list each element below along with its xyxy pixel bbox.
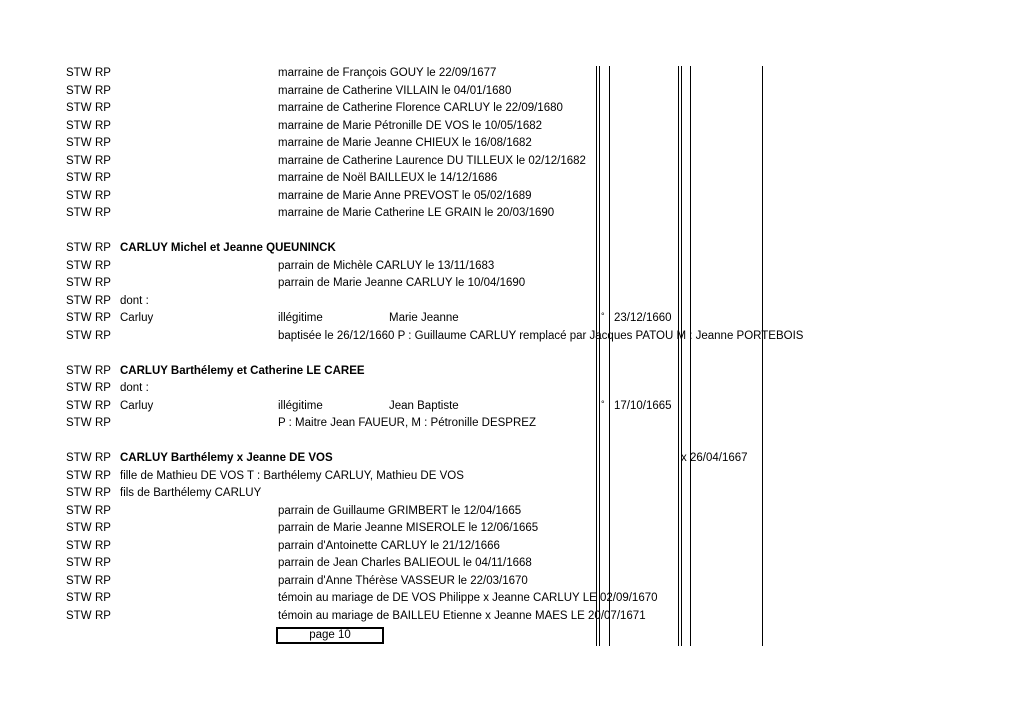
record-name: CARLUY Michel et Jeanne QUEUNINCK bbox=[120, 242, 336, 254]
marriage-symbol: x bbox=[681, 452, 687, 464]
record-detail: parrain de Michèle CARLUY le 13/11/1683 bbox=[278, 259, 495, 272]
register-code: STW bbox=[66, 172, 92, 184]
record-detail: témoin au mariage de DE VOS Philippe x Jeanne CARLUY LE 02/09/1670 bbox=[278, 592, 658, 604]
register-code: STW bbox=[66, 207, 92, 219]
register-code: STW bbox=[66, 469, 92, 482]
birth-date: 23/12/1660 bbox=[614, 312, 672, 324]
record-row bbox=[0, 258, 1024, 276]
record-row bbox=[0, 310, 1024, 328]
record-row bbox=[0, 205, 1024, 223]
record-detail: parrain de Marie Jeanne MISEROLE le 12/06/1665 bbox=[278, 522, 539, 534]
register-code: STW bbox=[66, 539, 92, 552]
record-type: RP bbox=[95, 399, 111, 412]
record-detail: parrain d'Anne Thérèse VASSEUR le 22/03/1670 bbox=[278, 574, 528, 587]
marriage-date: 26/04/1667 bbox=[690, 452, 748, 464]
record-detail: illégitime bbox=[278, 312, 323, 324]
record-name: Carluy bbox=[120, 312, 154, 324]
register-code: STW bbox=[66, 154, 92, 167]
record-detail: marraine de Marie Pétronille DE VOS le 10/05/1682 bbox=[278, 119, 543, 132]
record-detail: marraine de Marie Jeanne CHIEUX le 16/08/1682 bbox=[278, 137, 532, 149]
page-number-box bbox=[276, 627, 384, 644]
register-code: STW bbox=[66, 399, 92, 412]
record-type: RP bbox=[95, 84, 111, 97]
birth-symbol: ° bbox=[601, 398, 605, 409]
record-detail: marraine de Marie Anne PREVOST le 05/02/1689 bbox=[278, 189, 532, 202]
register-code: STW bbox=[66, 294, 92, 307]
record-name: CARLUY Barthélemy et Catherine LE CAREE bbox=[120, 364, 365, 377]
record-type: RP bbox=[95, 277, 111, 289]
record-type: RP bbox=[95, 189, 111, 202]
record-name: fille de Mathieu DE VOS T : Barthélemy CARLUY, Mathieu DE VOS bbox=[120, 469, 464, 482]
register-code: STW bbox=[66, 259, 92, 272]
record-type: RP bbox=[95, 102, 111, 114]
record-row bbox=[0, 240, 1024, 258]
record-type: RP bbox=[95, 137, 111, 149]
record-detail: marraine de Catherine VILLAIN le 04/01/1680 bbox=[278, 84, 512, 97]
given-name: Jean Baptiste bbox=[389, 399, 459, 412]
record-row bbox=[0, 328, 1024, 346]
record-row bbox=[0, 153, 1024, 171]
register-code: STW bbox=[66, 574, 92, 587]
record-detail: baptisée le 26/12/1660 P : Guillaume CARLUY remplacé par Jacques PATOU M : Jeanne PORTEBOIS bbox=[278, 329, 804, 342]
record-type: RP bbox=[95, 469, 111, 482]
register-code: STW bbox=[66, 522, 92, 534]
register-code: STW bbox=[66, 67, 92, 79]
record-row bbox=[0, 538, 1024, 556]
register-code: STW bbox=[66, 84, 92, 97]
birth-date: 17/10/1665 bbox=[614, 399, 672, 412]
record-name: CARLUY Barthélemy x Jeanne DE VOS bbox=[120, 452, 333, 464]
record-row bbox=[0, 573, 1024, 591]
record-type: RP bbox=[95, 592, 111, 604]
register-code: STW bbox=[66, 102, 92, 114]
record-detail: parrain de Marie Jeanne CARLUY le 10/04/1690 bbox=[278, 277, 526, 289]
record-type: RP bbox=[95, 259, 111, 272]
register-code: STW bbox=[66, 557, 92, 569]
record-row bbox=[0, 118, 1024, 136]
register-code: STW bbox=[66, 364, 92, 377]
register-code: STW bbox=[66, 417, 92, 429]
record-row bbox=[0, 608, 1024, 626]
page-number: page 10 bbox=[309, 629, 351, 641]
record-detail: parrain d'Antoinette CARLUY le 21/12/1666 bbox=[278, 539, 500, 552]
record-name: dont : bbox=[120, 294, 149, 307]
record-row bbox=[0, 363, 1024, 381]
record-row bbox=[0, 65, 1024, 83]
record-detail: marraine de Catherine Laurence DU TILLEUX le 02/12/1682 bbox=[278, 154, 586, 167]
record-row bbox=[0, 188, 1024, 206]
record-row bbox=[0, 503, 1024, 521]
register-code: STW bbox=[66, 137, 92, 149]
register-code: STW bbox=[66, 329, 92, 342]
record-type: RP bbox=[95, 329, 111, 342]
record-detail: marraine de Catherine Florence CARLUY le 22/09/1680 bbox=[278, 102, 563, 114]
record-type: RP bbox=[95, 382, 111, 394]
record-type: RP bbox=[95, 312, 111, 324]
record-detail: témoin au mariage de BAILLEU Etienne x Jeanne MAES LE 20/07/1671 bbox=[278, 609, 646, 622]
birth-symbol: ° bbox=[601, 311, 605, 321]
record-type: RP bbox=[95, 154, 111, 167]
record-detail: marraine de Marie Catherine LE GRAIN le 20/03/1690 bbox=[278, 207, 555, 219]
record-type: RP bbox=[95, 504, 111, 517]
record-detail: illégitime bbox=[278, 399, 323, 412]
record-row bbox=[0, 380, 1024, 398]
record-detail: parrain de Guillaume GRIMBERT le 12/04/1665 bbox=[278, 504, 522, 517]
register-code: STW bbox=[66, 609, 92, 622]
record-row bbox=[0, 293, 1024, 311]
record-type: RP bbox=[95, 522, 111, 534]
record-detail: P : Maitre Jean FAUEUR, M : Pétronille DESPREZ bbox=[278, 417, 536, 429]
record-row bbox=[0, 170, 1024, 188]
record-detail: marraine de François GOUY le 22/09/1677 bbox=[278, 67, 497, 79]
given-name: Marie Jeanne bbox=[389, 312, 459, 324]
record-type: RP bbox=[95, 172, 111, 184]
record-type: RP bbox=[95, 487, 111, 499]
record-detail: marraine de Noël BAILLEUX le 14/12/1686 bbox=[278, 172, 498, 184]
record-row bbox=[0, 520, 1024, 538]
record-type: RP bbox=[95, 119, 111, 132]
record-name: fils de Barthélemy CARLUY bbox=[120, 487, 262, 499]
record-row bbox=[0, 100, 1024, 118]
record-type: RP bbox=[95, 452, 111, 464]
record-row bbox=[0, 83, 1024, 101]
record-type: RP bbox=[95, 294, 111, 307]
register-code: STW bbox=[66, 312, 92, 324]
record-row bbox=[0, 275, 1024, 293]
register-code: STW bbox=[66, 189, 92, 202]
register-code: STW bbox=[66, 382, 92, 394]
record-type: RP bbox=[95, 364, 111, 377]
record-row bbox=[0, 555, 1024, 573]
record-type: RP bbox=[95, 574, 111, 587]
record-type: RP bbox=[95, 67, 111, 79]
record-row bbox=[0, 450, 1024, 468]
record-type: RP bbox=[95, 242, 111, 254]
record-type: RP bbox=[95, 609, 111, 622]
record-type: RP bbox=[95, 557, 111, 569]
record-type: RP bbox=[95, 417, 111, 429]
register-code: STW bbox=[66, 452, 92, 464]
register-code: STW bbox=[66, 119, 92, 132]
record-name: dont : bbox=[120, 382, 149, 394]
record-row bbox=[0, 590, 1024, 608]
register-code: STW bbox=[66, 592, 92, 604]
record-name: Carluy bbox=[120, 399, 154, 412]
register-code: STW bbox=[66, 504, 92, 517]
record-detail: parrain de Jean Charles BALIEOUL le 04/11/1668 bbox=[278, 557, 532, 569]
record-row bbox=[0, 415, 1024, 433]
record-type: RP bbox=[95, 207, 111, 219]
record-row bbox=[0, 485, 1024, 503]
register-code: STW bbox=[66, 277, 92, 289]
record-type: RP bbox=[95, 539, 111, 552]
record-row bbox=[0, 468, 1024, 486]
record-row bbox=[0, 398, 1024, 416]
register-code: STW bbox=[66, 487, 92, 499]
register-code: STW bbox=[66, 242, 92, 254]
record-row bbox=[0, 135, 1024, 153]
